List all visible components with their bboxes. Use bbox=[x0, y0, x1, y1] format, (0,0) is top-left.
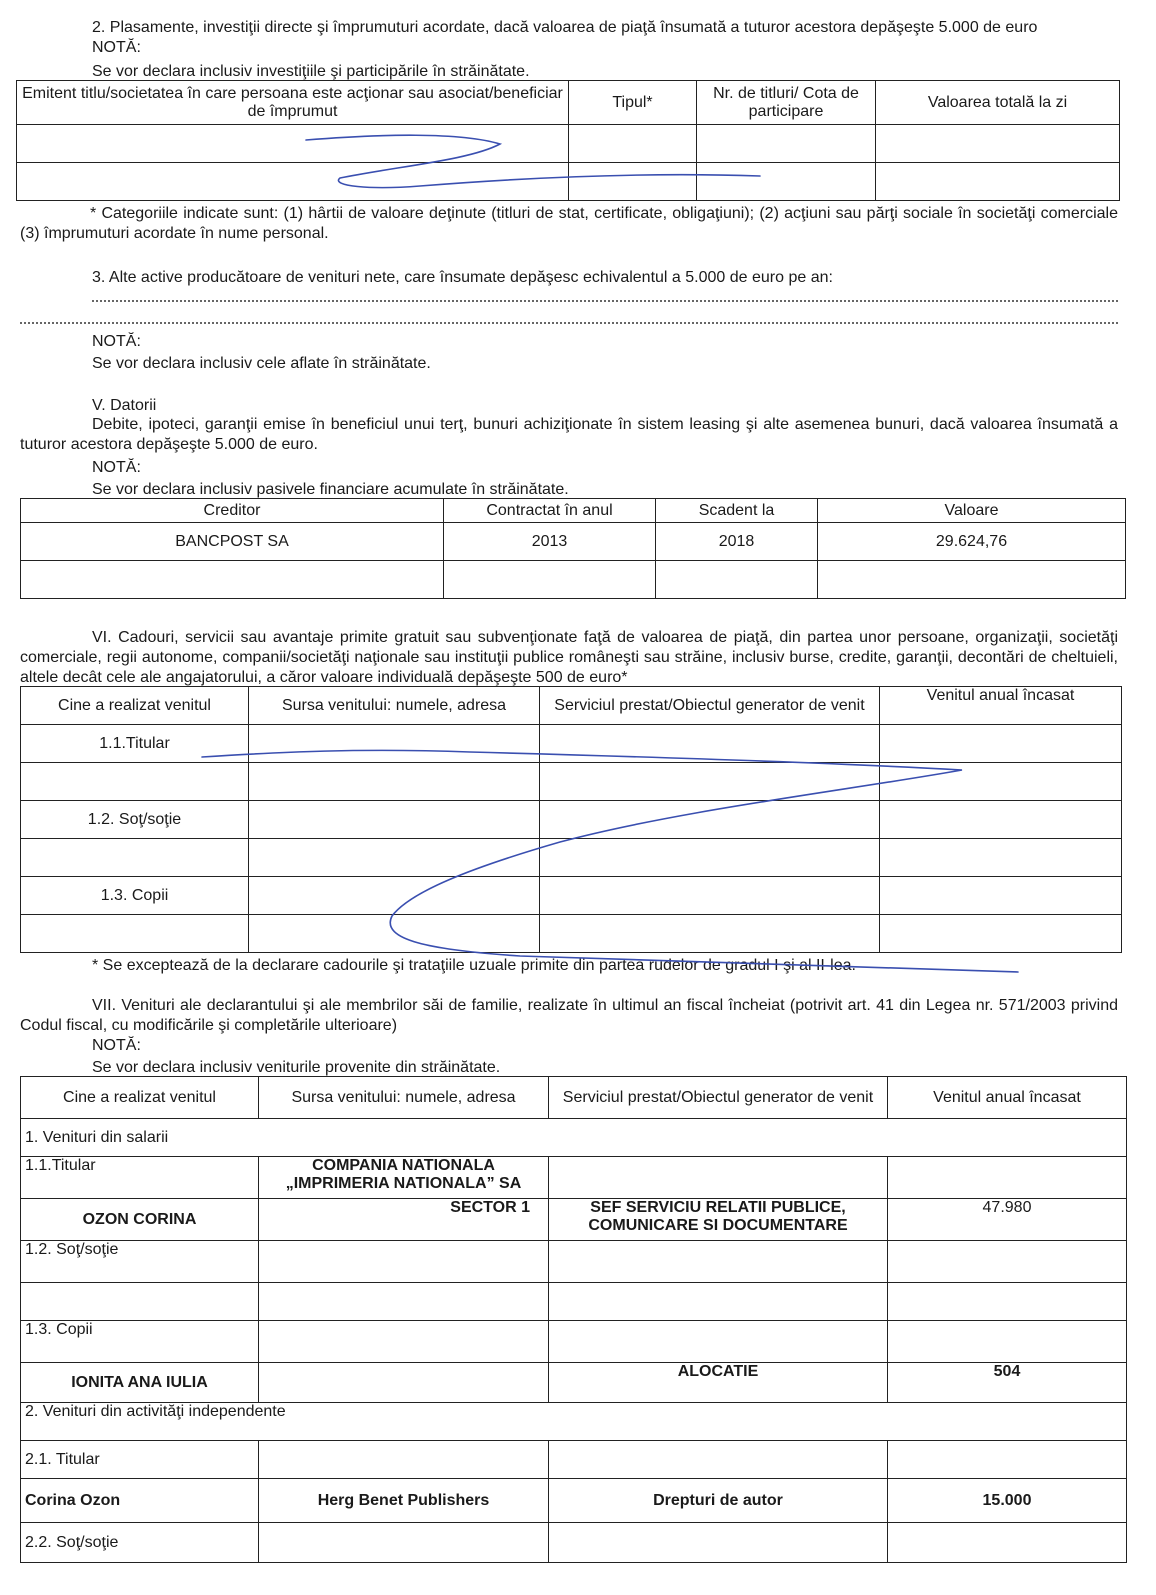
header-sursa: Sursa venitului: numele, adresa bbox=[259, 1077, 549, 1119]
header-cine: Cine a realizat venitul bbox=[21, 687, 249, 725]
dotted-line bbox=[92, 300, 1118, 302]
section6-title: VI. Cadouri, servicii sau avantaje primite gratuit sau subvenţionate faţă de valoarea de piaţă, din partea unor persoane, organizaţii, societăţi comerciale, regii autonome, companii/societăţi naţionale sau instituţii publice româneşti sau străine, inclusiv burse, credite, garanţii, decontări de cheltuieli, altele decât cele ale angajatorului, a căror valoare individuală depăşeşte 500 de euro* bbox=[20, 629, 1118, 686]
header-serviciul: Serviciul prestat/Obiectul generator de venit bbox=[549, 1077, 888, 1119]
row-label-copii: 1.3. Copii bbox=[21, 877, 249, 915]
titular-income: 47.980 bbox=[888, 1199, 1127, 1241]
table-row bbox=[21, 801, 1122, 839]
header-nr-titluri: Nr. de titluri/ Cota de participare bbox=[697, 81, 876, 125]
row-label-sot-2: 2.2. Soţ/soţie bbox=[21, 1523, 259, 1563]
copil-income: 504 bbox=[888, 1363, 1127, 1403]
row-label-sot: 1.2. Soţ/soţie bbox=[21, 801, 249, 839]
table-row bbox=[21, 1321, 1127, 1363]
header-valoarea: Valoarea totală la zi bbox=[876, 81, 1120, 125]
header-venitul: Venitul anual încasat bbox=[888, 1077, 1127, 1119]
table-row bbox=[17, 125, 1120, 163]
table-row bbox=[21, 1403, 1127, 1441]
table-row bbox=[21, 1523, 1127, 1563]
section3-nota-text: Se vor declara inclusiv cele aflate în străinătate. bbox=[92, 355, 431, 372]
header-creditor: Creditor bbox=[21, 499, 444, 523]
ind-name: Corina Ozon bbox=[21, 1479, 259, 1523]
ind-service: Drepturi de autor bbox=[549, 1479, 888, 1523]
header-contractat: Contractat în anul bbox=[444, 499, 656, 523]
copil-name: IONITA ANA IULIA bbox=[21, 1363, 259, 1403]
section2-nota-text: Se vor declara inclusiv investiţiile şi participările în străinătate. bbox=[92, 63, 530, 80]
table-row bbox=[21, 1283, 1127, 1321]
table-row bbox=[21, 1119, 1127, 1157]
category-salarii: 1. Venituri din salarii bbox=[21, 1119, 1127, 1157]
section6-footnote: * Se exceptează de la declarare cadourile şi trataţiile uzuale primite din partea rudelor de gradul I şi al II-lea. bbox=[92, 957, 856, 974]
table-row bbox=[21, 725, 1122, 763]
company-name bbox=[259, 1157, 549, 1199]
company-address: SECTOR 1 bbox=[259, 1199, 549, 1241]
section3-title: 3. Alte active producătoare de venituri nete, care însumate depăşesc echivalentul a 5.000 de euro pe an: bbox=[92, 269, 833, 286]
section7-nota-label: NOTĂ: bbox=[92, 1037, 141, 1054]
header-cine: Cine a realizat venitul bbox=[21, 1077, 259, 1119]
gifts-table bbox=[20, 686, 1122, 953]
section2-footnote: * Categoriile indicate sunt: (1) hârtii de valoare deţinute (titluri de stat, certificate, obligaţiuni); (2) acţiuni sau părţi sociale în societăţi comerciale (3) împrumuturi acordate în nume personal. bbox=[20, 205, 1118, 242]
section3-nota-label: NOTĂ: bbox=[92, 333, 141, 350]
company-line1: COMPANIA NATIONALA bbox=[312, 1157, 495, 1174]
copil-service: ALOCATIE bbox=[549, 1363, 888, 1403]
table-row bbox=[21, 561, 1126, 599]
ind-income: 15.000 bbox=[888, 1479, 1127, 1523]
section5-title: V. Datorii bbox=[92, 397, 157, 414]
section7-nota-text: Se vor declara inclusiv veniturile provenite din străinătate. bbox=[92, 1059, 501, 1076]
header-scadent: Scadent la bbox=[656, 499, 818, 523]
table-row bbox=[21, 839, 1122, 877]
header-tipul: Tipul* bbox=[569, 81, 697, 125]
investments-table bbox=[16, 80, 1120, 201]
table-row bbox=[21, 763, 1122, 801]
table-row bbox=[21, 915, 1122, 953]
table-row bbox=[21, 1241, 1127, 1283]
dotted-line bbox=[20, 322, 1118, 324]
table-row bbox=[17, 163, 1120, 201]
section5-nota-label: NOTĂ: bbox=[92, 459, 141, 476]
row-label-copii: 1.3. Copii bbox=[21, 1321, 259, 1363]
section5-body: Debite, ipoteci, garanţii emise în beneficiul unui terţ, bunuri achiziţionate în sistem leasing şi alte asemenea bunuri, dacă valoarea însumată a tuturor acestora depăşeşte 5.000 de euro. bbox=[20, 416, 1118, 453]
header-valoare: Valoare bbox=[818, 499, 1126, 523]
header-serviciul: Serviciul prestat/Obiectul generator de venit bbox=[540, 687, 880, 725]
category-independente: 2. Venituri din activităţi independente bbox=[21, 1403, 1127, 1441]
table-row bbox=[21, 877, 1122, 915]
table-row bbox=[21, 1199, 1127, 1241]
debts-table bbox=[20, 498, 1126, 599]
income-table bbox=[20, 1076, 1127, 1563]
header-venitul: Venitul anual încasat bbox=[880, 687, 1122, 725]
row-label-titular-2: 2.1. Titular bbox=[21, 1441, 259, 1479]
row-label-titular: 1.1.Titular bbox=[21, 1157, 259, 1199]
section5-nota-text: Se vor declara inclusiv pasivele financiare acumulate în străinătate. bbox=[92, 481, 569, 498]
table-row bbox=[21, 1363, 1127, 1403]
header-sursa: Sursa venitului: numele, adresa bbox=[249, 687, 540, 725]
section2-title: 2. Plasamente, investiţii directe şi împrumuturi acordate, dacă valoarea de piaţă însumată a tuturor acestora depăşeşte 5.000 de euro bbox=[92, 19, 1038, 36]
table-row bbox=[21, 1479, 1127, 1523]
ind-source: Herg Benet Publishers bbox=[259, 1479, 549, 1523]
titular-name: OZON CORINA bbox=[21, 1199, 259, 1241]
debt-year: 2013 bbox=[444, 523, 656, 561]
section7-title: VII. Venituri ale declarantului şi ale membrilor săi de familie, realizate în ultimul an fiscal încheiat (potrivit art. 41 din Legea nr. 571/2003 privind Codul fiscal, cu modificările şi completările ulterioare) bbox=[20, 997, 1118, 1034]
titular-service: SEF SERVICIU RELATII PUBLICE, COMUNICARE SI DOCUMENTARE bbox=[549, 1199, 888, 1241]
section2-nota-label: NOTĂ: bbox=[92, 39, 141, 56]
table-row bbox=[21, 523, 1126, 561]
row-label-sot: 1.2. Soţ/soţie bbox=[21, 1241, 259, 1283]
table-row bbox=[21, 1157, 1127, 1199]
debt-due: 2018 bbox=[656, 523, 818, 561]
debt-value: 29.624,76 bbox=[818, 523, 1126, 561]
header-emitent: Emitent titlu/societatea în care persoana este acţionar sau asociat/beneficiar de împrumut bbox=[17, 81, 569, 125]
row-label-titular: 1.1.Titular bbox=[21, 725, 249, 763]
debt-creditor: BANCPOST SA bbox=[21, 523, 444, 561]
company-line2: „IMPRIMERIA NATIONALA” SA bbox=[285, 1175, 522, 1192]
table-row bbox=[21, 1441, 1127, 1479]
